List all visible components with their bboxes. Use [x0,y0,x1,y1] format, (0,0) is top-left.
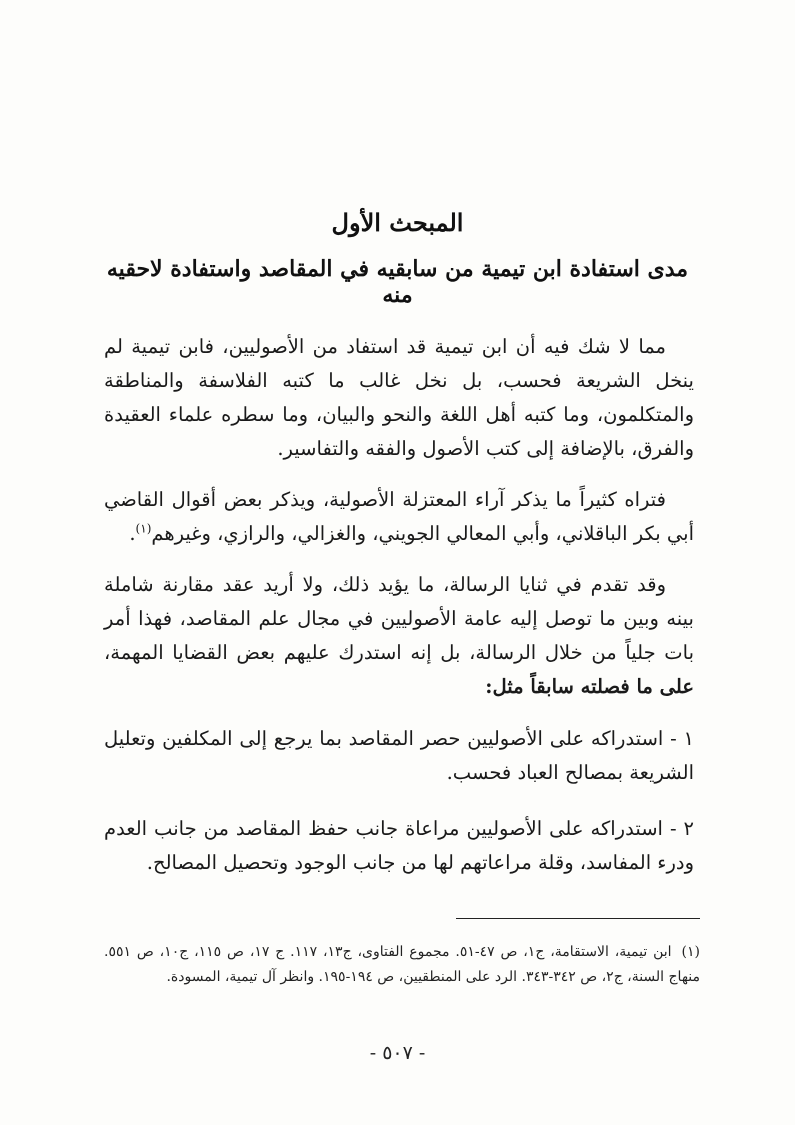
paragraph-3-text: وقد تقدم في ثنايا الرسالة، ما يؤيد ذلك، ولا أريد عقد مقارنة شاملة بينه وبين ما توصل إليه عامة الأصوليين في مجال علم المقاصد، فهذا أمر بات جلياً من خلال الرسالة، بل إنه استدرك عليهم بعض القضايا المهمة، [104,573,694,664]
paragraph-1: مما لا شك فيه أن ابن تيمية قد استفاد من الأصوليين، فابن تيمية لم ينخل الشريعة فحسب، بل نخل غالب ما كتبه الفلاسفة والمناطقة والمتكلمون، وما كتبه أهل اللغة والنحو والبيان، وما سطره علماء العقيدة والفرق، بالإضافة إلى كتب الأصول والفقه والتفاسير. [104,335,694,460]
paragraph-3 [104,568,694,704]
footnote-text: ابن تيمية، الاستقامة، ج١، ص ٤٧-٥١. مجموع الفتاوى، ج١٣، ١١٧. ج ١٧، ص ١١٥، ج١٠، ص ٥٥١. منهاج السنة، ج٢، ص ٣٤٢-٣٤٣. الرد على المنطقيين، ص ١٩٤-١٩٥. وانظر آل تيمية، المسودة. [104,944,700,985]
footnote-marker: (١) [681,944,700,960]
paragraph-2-end: . [129,522,136,545]
footnote-reference: (١) [135,521,152,536]
list-item-2: ٢ - استدراكه على الأصوليين مراعاة جانب حفظ المقاصد من جانب العدم ودرء المفاسد، وقلة مراعاتهم لها من جانب الوجود وتحصيل المصالح. [104,817,694,874]
paragraph-2 [104,483,694,551]
page-number: - ٥٠٧ - [369,1042,426,1064]
paragraph-3-bold: على ما فصلته سابقاً مثل: [485,675,694,698]
paragraph-2-text: فتراه كثيراً ما يذكر آراء المعتزلة الأصولية، ويذكر بعض أقوال القاضي أبي بكر الباقلاني، وأبي المعالي الجويني، والغزالي، والرازي، وغيرهم [104,488,694,545]
footnote-separator [456,918,700,919]
footnote [104,940,700,990]
topic-heading: مدى استفادة ابن تيمية من سابقيه في المقاصد واستفادة لاحقيه منه [106,256,689,308]
section-heading: المبحث الأول [331,208,464,237]
list-item-1: ١ - استدراكه على الأصوليين حصر المقاصد بما يرجع إلى المكلفين وتعليل الشريعة بمصالح العباد فحسب. [104,727,694,784]
